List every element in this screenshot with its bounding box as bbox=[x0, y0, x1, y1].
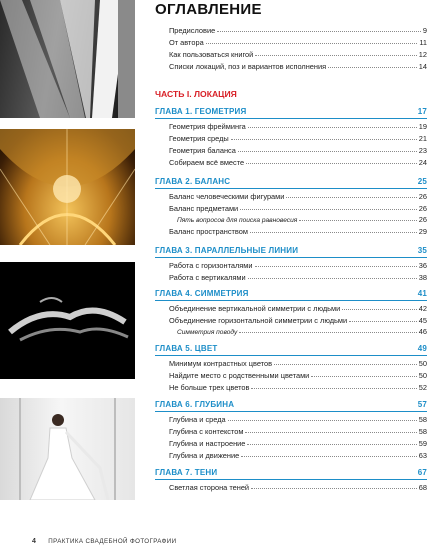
chapter-heading[interactable] bbox=[155, 286, 427, 300]
toc-entry-title: Баланс предметами bbox=[169, 204, 239, 213]
toc-entry-page: 26 bbox=[418, 215, 427, 224]
toc-entry-page: 12 bbox=[418, 50, 427, 59]
toc-entry-page: 42 bbox=[418, 304, 427, 313]
toc-entry-title: Геометрия среды bbox=[169, 134, 229, 143]
chapter-heading[interactable] bbox=[155, 397, 427, 411]
toc-entry[interactable] bbox=[155, 157, 427, 169]
leader-dots bbox=[328, 60, 417, 68]
toc-entry-page: 26 bbox=[418, 192, 427, 201]
chapter-title: ГЛАВА 4. СИММЕТРИЯ bbox=[155, 288, 249, 298]
leader-dots bbox=[206, 36, 418, 44]
toc-entry-page: 68 bbox=[418, 483, 427, 492]
toc-entry-title: Глубина и среда bbox=[169, 415, 226, 424]
toc-entry-page: 36 bbox=[418, 261, 427, 270]
page-number: 4 bbox=[32, 538, 37, 545]
leader-dots bbox=[217, 24, 421, 32]
chapter-page: 41 bbox=[417, 288, 427, 298]
toc-entry-title: Геометрия фрейминга bbox=[169, 122, 246, 131]
leader-dots bbox=[274, 357, 417, 365]
page-footer bbox=[32, 538, 176, 545]
page-title: ОГЛАВЛЕНИЕ bbox=[155, 1, 262, 18]
leader-dots bbox=[255, 48, 417, 56]
chapter-heading[interactable] bbox=[155, 174, 427, 188]
toc-entry-title: Списки локаций, поз и вариантов исполнения bbox=[169, 62, 327, 71]
leader-dots bbox=[231, 132, 417, 140]
toc-entry-title: Найдите место с родственными цветами bbox=[169, 371, 310, 380]
toc-entry-title: Глубина и настроение bbox=[169, 439, 246, 448]
chapter-title: ГЛАВА 2. БАЛАНС bbox=[155, 176, 231, 186]
leader-dots bbox=[246, 156, 417, 164]
toc-entry-page: 26 bbox=[418, 204, 427, 213]
chapter-rule bbox=[155, 355, 427, 356]
chapter-page: 17 bbox=[417, 106, 427, 116]
toc-entry[interactable] bbox=[155, 272, 427, 284]
toc-entry-title: Глубина и движение bbox=[169, 451, 240, 460]
chapter-heading[interactable] bbox=[155, 341, 427, 355]
leader-dots bbox=[250, 225, 417, 233]
toc-entry-title: Предисловие bbox=[169, 26, 216, 35]
toc-subentry[interactable] bbox=[155, 326, 427, 338]
chapter-rule bbox=[155, 118, 427, 119]
toc-entry[interactable] bbox=[155, 482, 427, 494]
photo-bride bbox=[0, 398, 135, 500]
toc-entry-page: 23 bbox=[418, 146, 427, 155]
leader-dots bbox=[251, 381, 416, 389]
toc-entry-page: 50 bbox=[418, 371, 427, 380]
leader-dots bbox=[248, 120, 417, 128]
leader-dots bbox=[239, 325, 416, 333]
photo-curtain bbox=[0, 0, 135, 118]
toc-entry-title: Объединение вертикальной симметрии с людьми bbox=[169, 304, 341, 313]
leader-dots bbox=[228, 413, 417, 421]
toc-entry[interactable] bbox=[155, 382, 427, 394]
toc-entry-title: Светлая сторона теней bbox=[169, 483, 250, 492]
leader-dots bbox=[342, 302, 417, 310]
leader-dots bbox=[240, 202, 417, 210]
chapter-title: ГЛАВА 3. ПАРАЛЛЕЛЬНЫЕ ЛИНИИ bbox=[155, 245, 299, 255]
leader-dots bbox=[245, 425, 416, 433]
toc-entry-title: Геометрия баланса bbox=[169, 146, 236, 155]
toc-entry-page: 38 bbox=[418, 273, 427, 282]
toc-entry-title: Собираем всё вместе bbox=[169, 158, 245, 167]
toc-entry-page: 63 bbox=[418, 451, 427, 460]
photo-column bbox=[0, 0, 135, 500]
toc-entry-page: 9 bbox=[422, 26, 427, 35]
chapter-rule bbox=[155, 300, 427, 301]
toc-entry-title: От автора bbox=[169, 38, 204, 47]
chapter-rule bbox=[155, 257, 427, 258]
toc-entry-page: 46 bbox=[418, 327, 427, 336]
toc-entry-page: 45 bbox=[418, 316, 427, 325]
chapter-title: ГЛАВА 1. ГЕОМЕТРИЯ bbox=[155, 106, 247, 116]
toc-entry-page: 59 bbox=[418, 439, 427, 448]
toc-entry-page: 11 bbox=[419, 38, 427, 47]
leader-dots bbox=[299, 213, 416, 221]
chapter-page: 25 bbox=[417, 176, 427, 186]
leader-dots bbox=[255, 259, 417, 267]
leader-dots bbox=[311, 369, 416, 377]
toc-entry-title: Работа с горизонталями bbox=[169, 261, 253, 270]
book-title: ПРАКТИКА СВАДЕБНОЙ ФОТОГРАФИИ bbox=[48, 538, 177, 545]
chapter-title: ГЛАВА 6. ГЛУБИНА bbox=[155, 399, 235, 409]
toc-entry-title: Баланс пространством bbox=[169, 227, 248, 236]
toc-entry[interactable] bbox=[155, 450, 427, 462]
leader-dots bbox=[247, 437, 416, 445]
leader-dots bbox=[251, 481, 417, 489]
toc-entry-title: Минимум контрастных цветов bbox=[169, 359, 273, 368]
toc-entry-page: 50 bbox=[418, 359, 427, 368]
leader-dots bbox=[286, 190, 416, 198]
toc-entry-page: 24 bbox=[418, 158, 427, 167]
leader-dots bbox=[349, 314, 417, 322]
chapter-page: 35 bbox=[417, 245, 427, 255]
chapter-page: 57 bbox=[417, 399, 427, 409]
toc-entry-title: Объединение горизонтальной симметрии с людьми bbox=[169, 316, 348, 325]
chapter-rule bbox=[155, 479, 427, 480]
toc-entry-page: 58 bbox=[418, 415, 427, 424]
toc-entry-title: Работа с вертикалями bbox=[169, 273, 246, 282]
toc-entry-title: Баланс человеческими фигурами bbox=[169, 192, 285, 201]
toc-entry-page: 21 bbox=[418, 134, 427, 143]
chapter-heading[interactable] bbox=[155, 243, 427, 257]
toc-entry[interactable] bbox=[155, 61, 427, 73]
toc-entry-page: 19 bbox=[418, 122, 427, 131]
toc-entry-page: 58 bbox=[418, 427, 427, 436]
toc-entry-title: Как пользоваться книгой bbox=[169, 50, 254, 59]
photo-silhouette bbox=[0, 262, 135, 379]
chapter-heading[interactable] bbox=[155, 465, 427, 479]
chapter-heading[interactable] bbox=[155, 104, 427, 118]
photo-eiffel-tower bbox=[0, 129, 135, 245]
chapter-page: 49 bbox=[417, 343, 427, 353]
leader-dots bbox=[241, 449, 417, 457]
toc-entry-title: Пять вопросов для поиска равновесия bbox=[177, 217, 298, 224]
chapter-rule bbox=[155, 188, 427, 189]
toc-entry-page: 52 bbox=[418, 383, 427, 392]
part-heading: ЧАСТЬ I. ЛОКАЦИЯ bbox=[155, 89, 237, 99]
leader-dots bbox=[238, 144, 417, 152]
toc-entry-title: Глубина с контекстом bbox=[169, 427, 244, 436]
toc-entry-page: 14 bbox=[418, 62, 427, 71]
toc-entry[interactable] bbox=[155, 226, 427, 238]
chapter-rule bbox=[155, 411, 427, 412]
chapter-page: 67 bbox=[417, 467, 427, 477]
toc-entry-page: 29 bbox=[418, 227, 427, 236]
toc-entry-title: Не больше трех цветов bbox=[169, 383, 250, 392]
chapter-title: ГЛАВА 7. ТЕНИ bbox=[155, 467, 218, 477]
leader-dots bbox=[248, 271, 417, 279]
chapter-title: ГЛАВА 5. ЦВЕТ bbox=[155, 343, 218, 353]
toc-entry-title: Симметрия поводу bbox=[177, 329, 238, 336]
